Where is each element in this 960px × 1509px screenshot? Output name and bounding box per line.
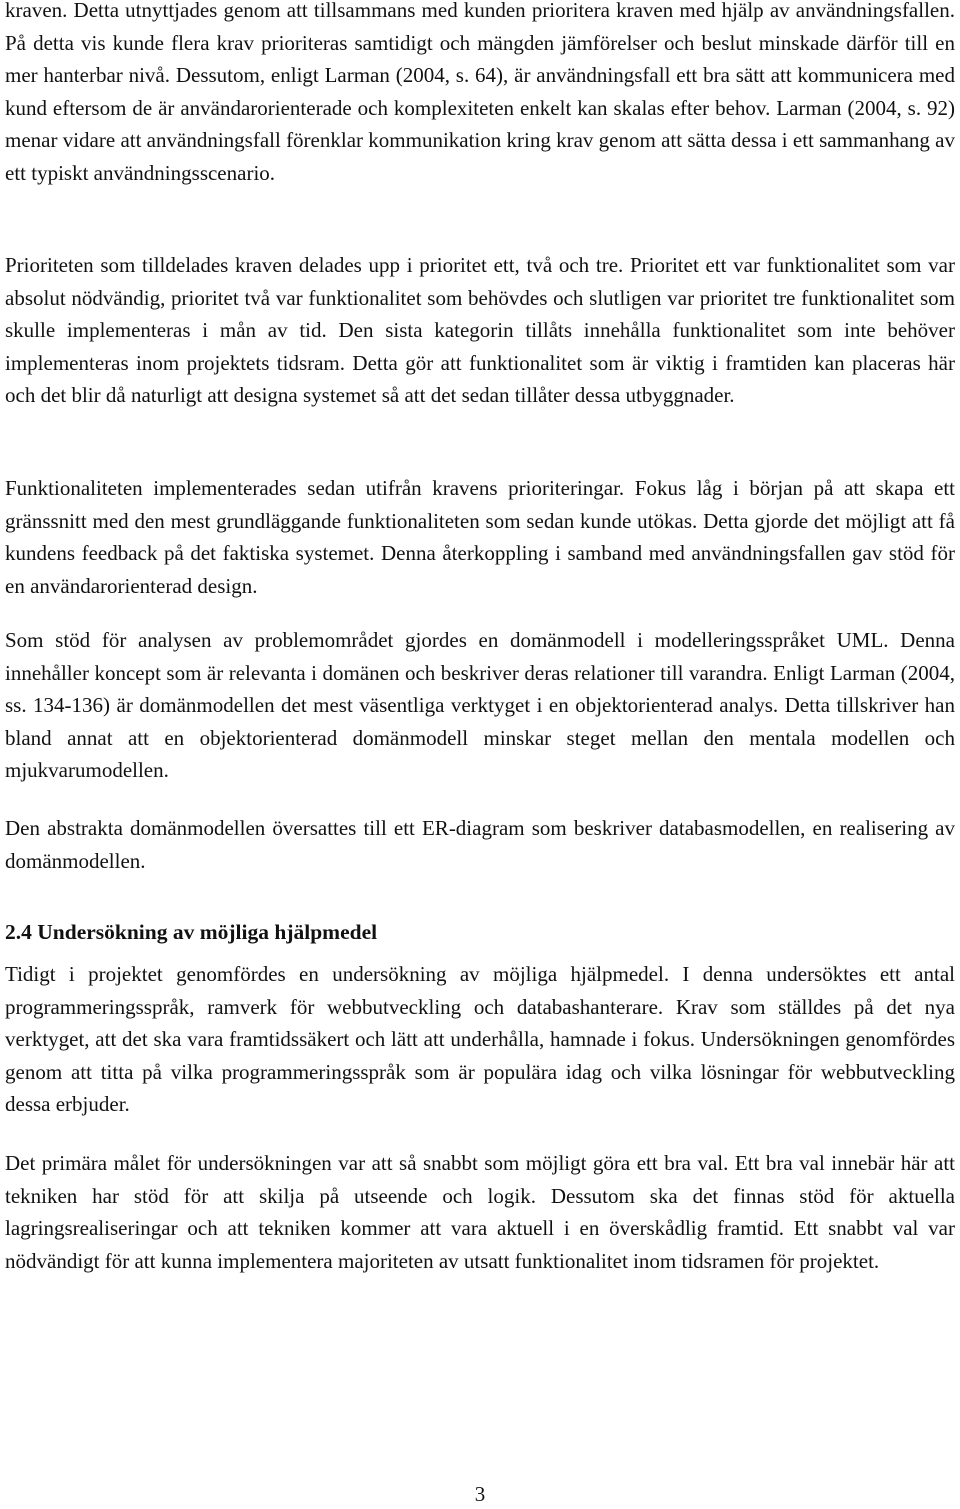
paragraph-use-cases: kraven. Detta utnyttjades genom att tillsammans med kunden prioritera kraven med hjälp av användningsfallen. På detta vis kunde flera krav prioriteras samtidigt och mängden jämförelser och beslut minskade därför till en mer hanterbar nivå. Dessutom, enligt Larman (2004, s. 64), är användningsfall ett bra sätt att kommunicera med kund eftersom de är användarorienterade och komplexiteten enkelt kan skalas efter behov. Larman (2004, s. 92) menar vidare att användningsfall förenklar kommunikation kring krav genom att sätta dessa i ett sammanhang av ett typiskt användningsscenario.: [5, 0, 955, 185]
paragraph-domain-model: Som stöd för analysen av problemområdet gjordes en domänmodell i modelleringsspråket UML. Denna innehåller koncept som är relevanta i domänen och beskriver deras relationer till varandra. Enligt Larman (2004, ss. 134-136) är domänmodellen det mest väsentliga verktyget i en objektorienterad analys. Detta tillskriver han bland annat att en objektorienterad domänmodell minskar steget mellan den mentala modellen och mjukvarumodellen.: [5, 628, 955, 783]
paragraph-implementation: Funktionaliteten implementerades sedan utifrån kravens prioriteringar. Fokus låg i början på att skapa ett gränssnitt med den mest grundläggande funktionaliteten som sedan kunde utökas. Detta gjorde det möjligt att få kundens feedback på det faktiska systemet. Denna återkoppling i samband med användningsfallen gav stöd för en användarorienterad design.: [5, 476, 955, 598]
paragraph-er-diagram: Den abstrakta domänmodellen översattes till ett ER-diagram som beskriver databasmodellen, en realisering av domänmodellen.: [5, 816, 955, 873]
paragraph-primary-goal: Det primära målet för undersökningen var att så snabbt som möjligt göra ett bra val. Ett bra val innebär här att tekniken har stöd för att skilja på utseende och logik. Dessutom ska det finnas stöd för aktuella lagringsrealiseringar och att tekniken kommer att vara aktuell i en överskådlig framtid. Ett snabbt val var nödvändigt för att kunna implementera majoriteten av utsatt funktionalitet inom tidsramen för projektet.: [5, 1151, 955, 1273]
section-heading: 2.4 Undersökning av möjliga hjälpmedel: [5, 920, 378, 944]
paragraph-priorities: Prioriteten som tilldelades kraven delades upp i prioritet ett, två och tre. Prioritet ett var funktionalitet som var absolut nödvändig, prioritet två var funktionalitet som behövdes och slutligen var prioritet tre funktionalitet som skulle implementeras i mån av tid. Den sista kategorin tillåts innehålla funktionalitet som inte behöver implementeras inom projektets tidsram. Detta gör att funktionalitet som är viktig i framtiden kan placeras här och det blir då naturligt att designa systemet så att det sedan tillåter dessa utbyggnader.: [5, 253, 955, 408]
page-number: 3: [474, 1482, 486, 1506]
paragraph-investigation: Tidigt i projektet genomfördes en undersökning av möjliga hjälpmedel. I denna undersöktes ett antal programmeringsspråk, ramverk för webbutveckling och databashanterare. Krav som ställdes på det nya verktyget, att det ska vara framtidssäkert och lätt att underhålla, hamnade i fokus. Undersökningen genomfördes genom att titta på vilka programmeringsspråk som är populära idag och vilka lösningar för webbutveckling dessa erbjuder.: [5, 962, 955, 1117]
